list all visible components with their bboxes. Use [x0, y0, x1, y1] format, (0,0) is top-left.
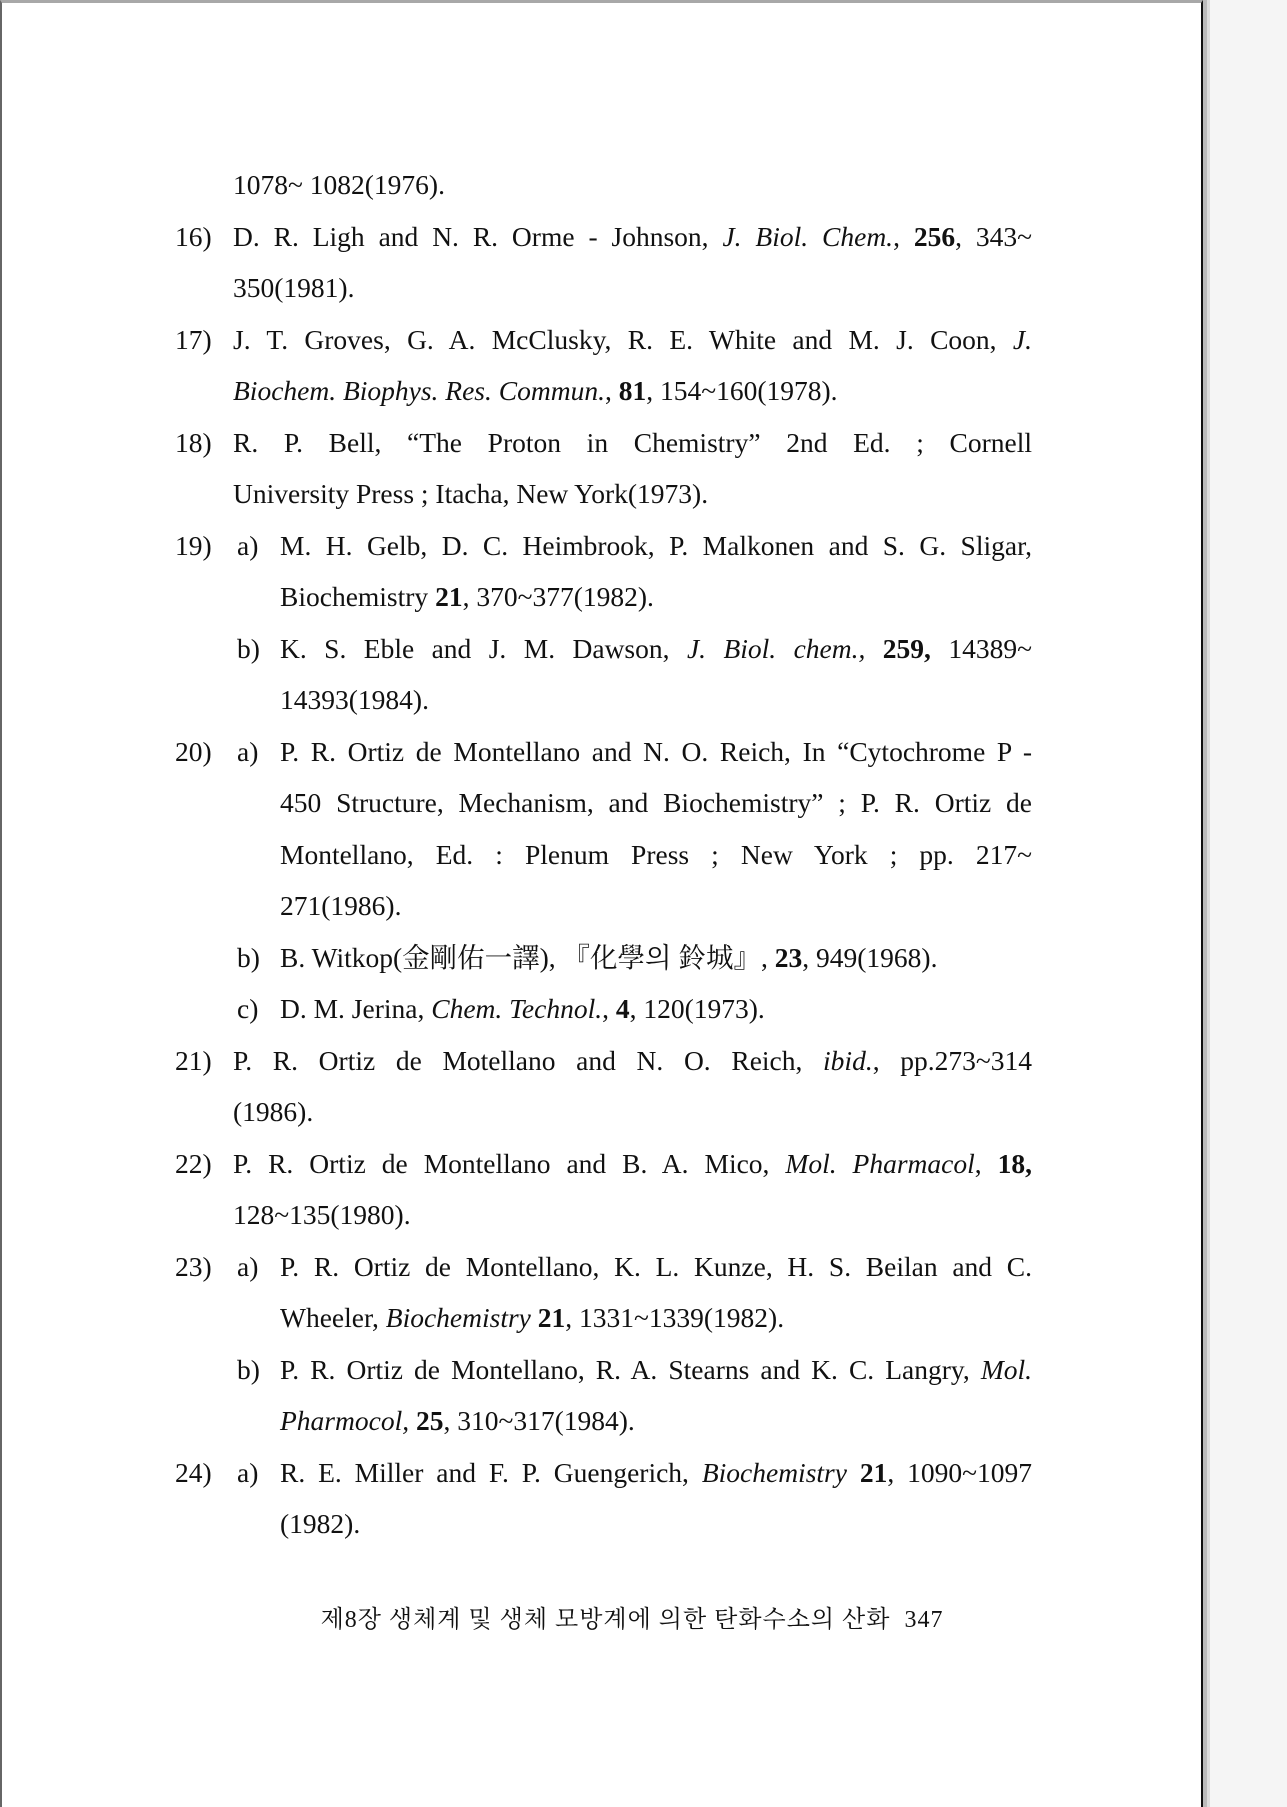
reference-text	[280, 1344, 1032, 1396]
reference-line	[2, 571, 1202, 623]
text-segment: R. E. Miller and F. P. Guengerich,	[280, 1456, 702, 1488]
italic-text: Biochemistry	[385, 1302, 531, 1333]
text-segment: Montellano, Ed. : Plenum Press ; New York ; pp. 217~	[280, 838, 1032, 870]
italic-text: J. Biol. chem.,	[686, 632, 866, 664]
reference-text	[233, 365, 1032, 417]
reference-text	[280, 571, 1032, 623]
reference-text	[280, 777, 1032, 829]
reference-line	[2, 1498, 1202, 1550]
text-segment	[847, 1457, 860, 1488]
text-segment: , 154~160(1978).	[646, 375, 838, 406]
italic-text: J. Biol. Chem.	[722, 220, 894, 252]
reference-line	[2, 1447, 1202, 1499]
reference-line	[2, 623, 1202, 675]
reference-sub-label: b)	[237, 941, 260, 973]
text-segment: ,	[974, 1147, 998, 1179]
text-segment: 1078~ 1082(1976).	[233, 169, 445, 200]
text-segment: , 949(1968).	[802, 941, 938, 973]
text-segment: K. S. Eble and J. M. Dawson,	[280, 632, 687, 664]
text-segment: 14389~	[930, 632, 1032, 664]
reference-sub-label: b)	[237, 1353, 260, 1385]
text-segment: Biochemistry	[280, 581, 436, 612]
bold-text: 81	[618, 375, 647, 406]
reference-line	[2, 262, 1202, 314]
text-segment: , 370~377(1982).	[462, 581, 654, 612]
reference-line	[2, 880, 1202, 932]
text-segment: D. M. Jerina,	[280, 993, 432, 1024]
reference-number: 17)	[175, 323, 212, 355]
reference-line	[2, 1292, 1202, 1344]
text-segment	[531, 1302, 538, 1333]
text-segment: University Press ; Itacha, New York(1973).	[233, 478, 709, 509]
text-segment: 450 Structure, Mechanism, and Biochemistry” ; P. R. Ortiz de	[280, 787, 1032, 818]
text-segment: 271(1986).	[280, 890, 402, 921]
reference-sub-label: b)	[237, 632, 260, 664]
text-segment: B. Witkop(金剛佑一譯), 『化學의 鈴城』,	[280, 941, 775, 973]
text-segment: , 343~	[955, 220, 1032, 252]
reference-line	[2, 1241, 1202, 1293]
text-segment: P. R. Ortiz de Montellano and N. O. Reich, In “Cytochrome P -	[280, 735, 1032, 767]
reference-number: 21)	[175, 1044, 212, 1076]
reference-text	[280, 932, 1032, 984]
bold-text: 256	[913, 220, 956, 252]
text-segment: (1982).	[280, 1508, 361, 1539]
reference-text	[233, 1086, 1032, 1138]
italic-text: Biochemistry	[701, 1456, 847, 1488]
reference-text	[233, 1189, 1032, 1241]
bold-text: 21	[537, 1302, 566, 1333]
reference-sub-label: a)	[237, 735, 259, 767]
reference-line	[2, 211, 1202, 263]
bold-text: 21	[859, 1456, 888, 1488]
reference-text	[280, 726, 1032, 778]
reference-line	[2, 932, 1202, 984]
reference-text	[280, 880, 1032, 932]
reference-text	[233, 1138, 1032, 1190]
reference-text	[280, 1498, 1032, 1550]
text-segment: (1986).	[233, 1096, 314, 1127]
text-segment: M. H. Gelb, D. C. Heimbrook, P. Malkonen and S. G. Sligar,	[280, 529, 1032, 561]
reference-text	[280, 520, 1032, 572]
reference-line	[2, 1344, 1202, 1396]
reference-line	[2, 159, 1202, 211]
reference-number: 24)	[175, 1456, 212, 1488]
italic-text: Mol.	[980, 1353, 1032, 1385]
reference-list	[2, 159, 1202, 1550]
text-segment: P. R. Ortiz de Montellano and B. A. Mico,	[233, 1147, 786, 1179]
page-number: 347	[904, 1607, 944, 1633]
chapter-title: 제8장 생체계 및 생체 모방계에 의한 탄화수소의 산화	[320, 1607, 891, 1633]
reference-number: 18)	[175, 426, 212, 458]
reference-text	[280, 829, 1032, 881]
reference-sub-label: a)	[237, 1456, 259, 1488]
italic-text: ibid.	[823, 1044, 873, 1076]
bold-text: 4	[615, 993, 630, 1024]
text-segment	[409, 1405, 416, 1436]
reference-line	[2, 726, 1202, 778]
reference-line	[2, 468, 1202, 520]
text-segment: Wheeler,	[280, 1302, 386, 1333]
reference-line	[2, 365, 1202, 417]
reference-sub-label: c)	[237, 993, 259, 1024]
reference-line	[2, 520, 1202, 572]
reference-line	[2, 674, 1202, 726]
reference-text	[280, 623, 1032, 675]
text-segment: ,	[602, 993, 616, 1024]
page-footer	[2, 1599, 1202, 1634]
text-segment: R. P. Bell, “The Proton in Chemistry” 2nd Ed. ; Cornell	[233, 426, 1032, 458]
text-segment: , 120(1973).	[629, 993, 765, 1024]
reference-text	[233, 262, 1032, 314]
italic-text: J.	[1012, 323, 1032, 355]
reference-text	[233, 159, 1032, 211]
text-segment: P. R. Ortiz de Motellano and N. O. Reich,	[233, 1044, 824, 1076]
bold-text: 25	[415, 1405, 444, 1436]
italic-text: Pharmocol,	[280, 1405, 410, 1436]
reference-line	[2, 1086, 1202, 1138]
reference-sub-label: a)	[237, 1250, 259, 1282]
reference-text	[233, 417, 1032, 469]
reference-line	[2, 1189, 1202, 1241]
reference-line	[2, 1138, 1202, 1190]
reference-line	[2, 417, 1202, 469]
text-segment: 128~135(1980).	[233, 1199, 411, 1230]
reference-sub-label: a)	[237, 529, 259, 561]
text-segment: , 1090~1097	[887, 1456, 1033, 1488]
reference-text	[280, 1447, 1032, 1499]
text-segment: , pp.273~314	[872, 1044, 1032, 1076]
reference-text	[233, 1035, 1032, 1087]
bold-text: 259,	[865, 632, 931, 664]
reference-number: 22)	[175, 1147, 212, 1179]
reference-line	[2, 777, 1202, 829]
reference-text	[280, 983, 1032, 1035]
reference-line	[2, 1395, 1202, 1447]
italic-text: Biochem. Biophys. Res. Commun.	[233, 375, 605, 406]
reference-line	[2, 314, 1202, 366]
reference-text	[280, 1395, 1032, 1447]
bold-text: 18,	[997, 1147, 1032, 1179]
reference-number: 23)	[175, 1250, 212, 1282]
reference-text	[280, 1292, 1032, 1344]
reference-text	[233, 314, 1032, 366]
text-segment: J. T. Groves, G. A. McClusky, R. E. White and M. J. Coon,	[233, 323, 1013, 355]
text-segment: 350(1981).	[233, 272, 355, 303]
italic-text: Chem. Technol.	[431, 993, 603, 1024]
text-segment: 14393(1984).	[280, 684, 429, 715]
text-segment: ,	[893, 220, 914, 252]
reference-line	[2, 983, 1202, 1035]
bold-text: 23	[774, 941, 803, 973]
reference-text	[233, 468, 1032, 520]
reference-number: 19)	[175, 529, 212, 561]
reference-line	[2, 829, 1202, 881]
italic-text: Mol. Pharmacol	[785, 1147, 975, 1179]
text-segment: ,	[604, 375, 619, 406]
reference-line	[2, 1035, 1202, 1087]
reference-text	[280, 674, 1032, 726]
reference-number: 16)	[175, 220, 212, 252]
reference-text	[233, 211, 1032, 263]
reference-number: 20)	[175, 735, 212, 767]
text-segment: D. R. Ligh and N. R. Orme - Johnson,	[233, 220, 723, 252]
text-segment: , 310~317(1984).	[443, 1405, 635, 1436]
text-segment: P. R. Ortiz de Montellano, K. L. Kunze, H. S. Beilan and C.	[280, 1250, 1032, 1282]
reference-text	[280, 1241, 1032, 1293]
text-segment: , 1331~1339(1982).	[565, 1302, 785, 1333]
bold-text: 21	[435, 581, 463, 612]
text-segment: P. R. Ortiz de Montellano, R. A. Stearns and K. C. Langry,	[280, 1353, 981, 1385]
